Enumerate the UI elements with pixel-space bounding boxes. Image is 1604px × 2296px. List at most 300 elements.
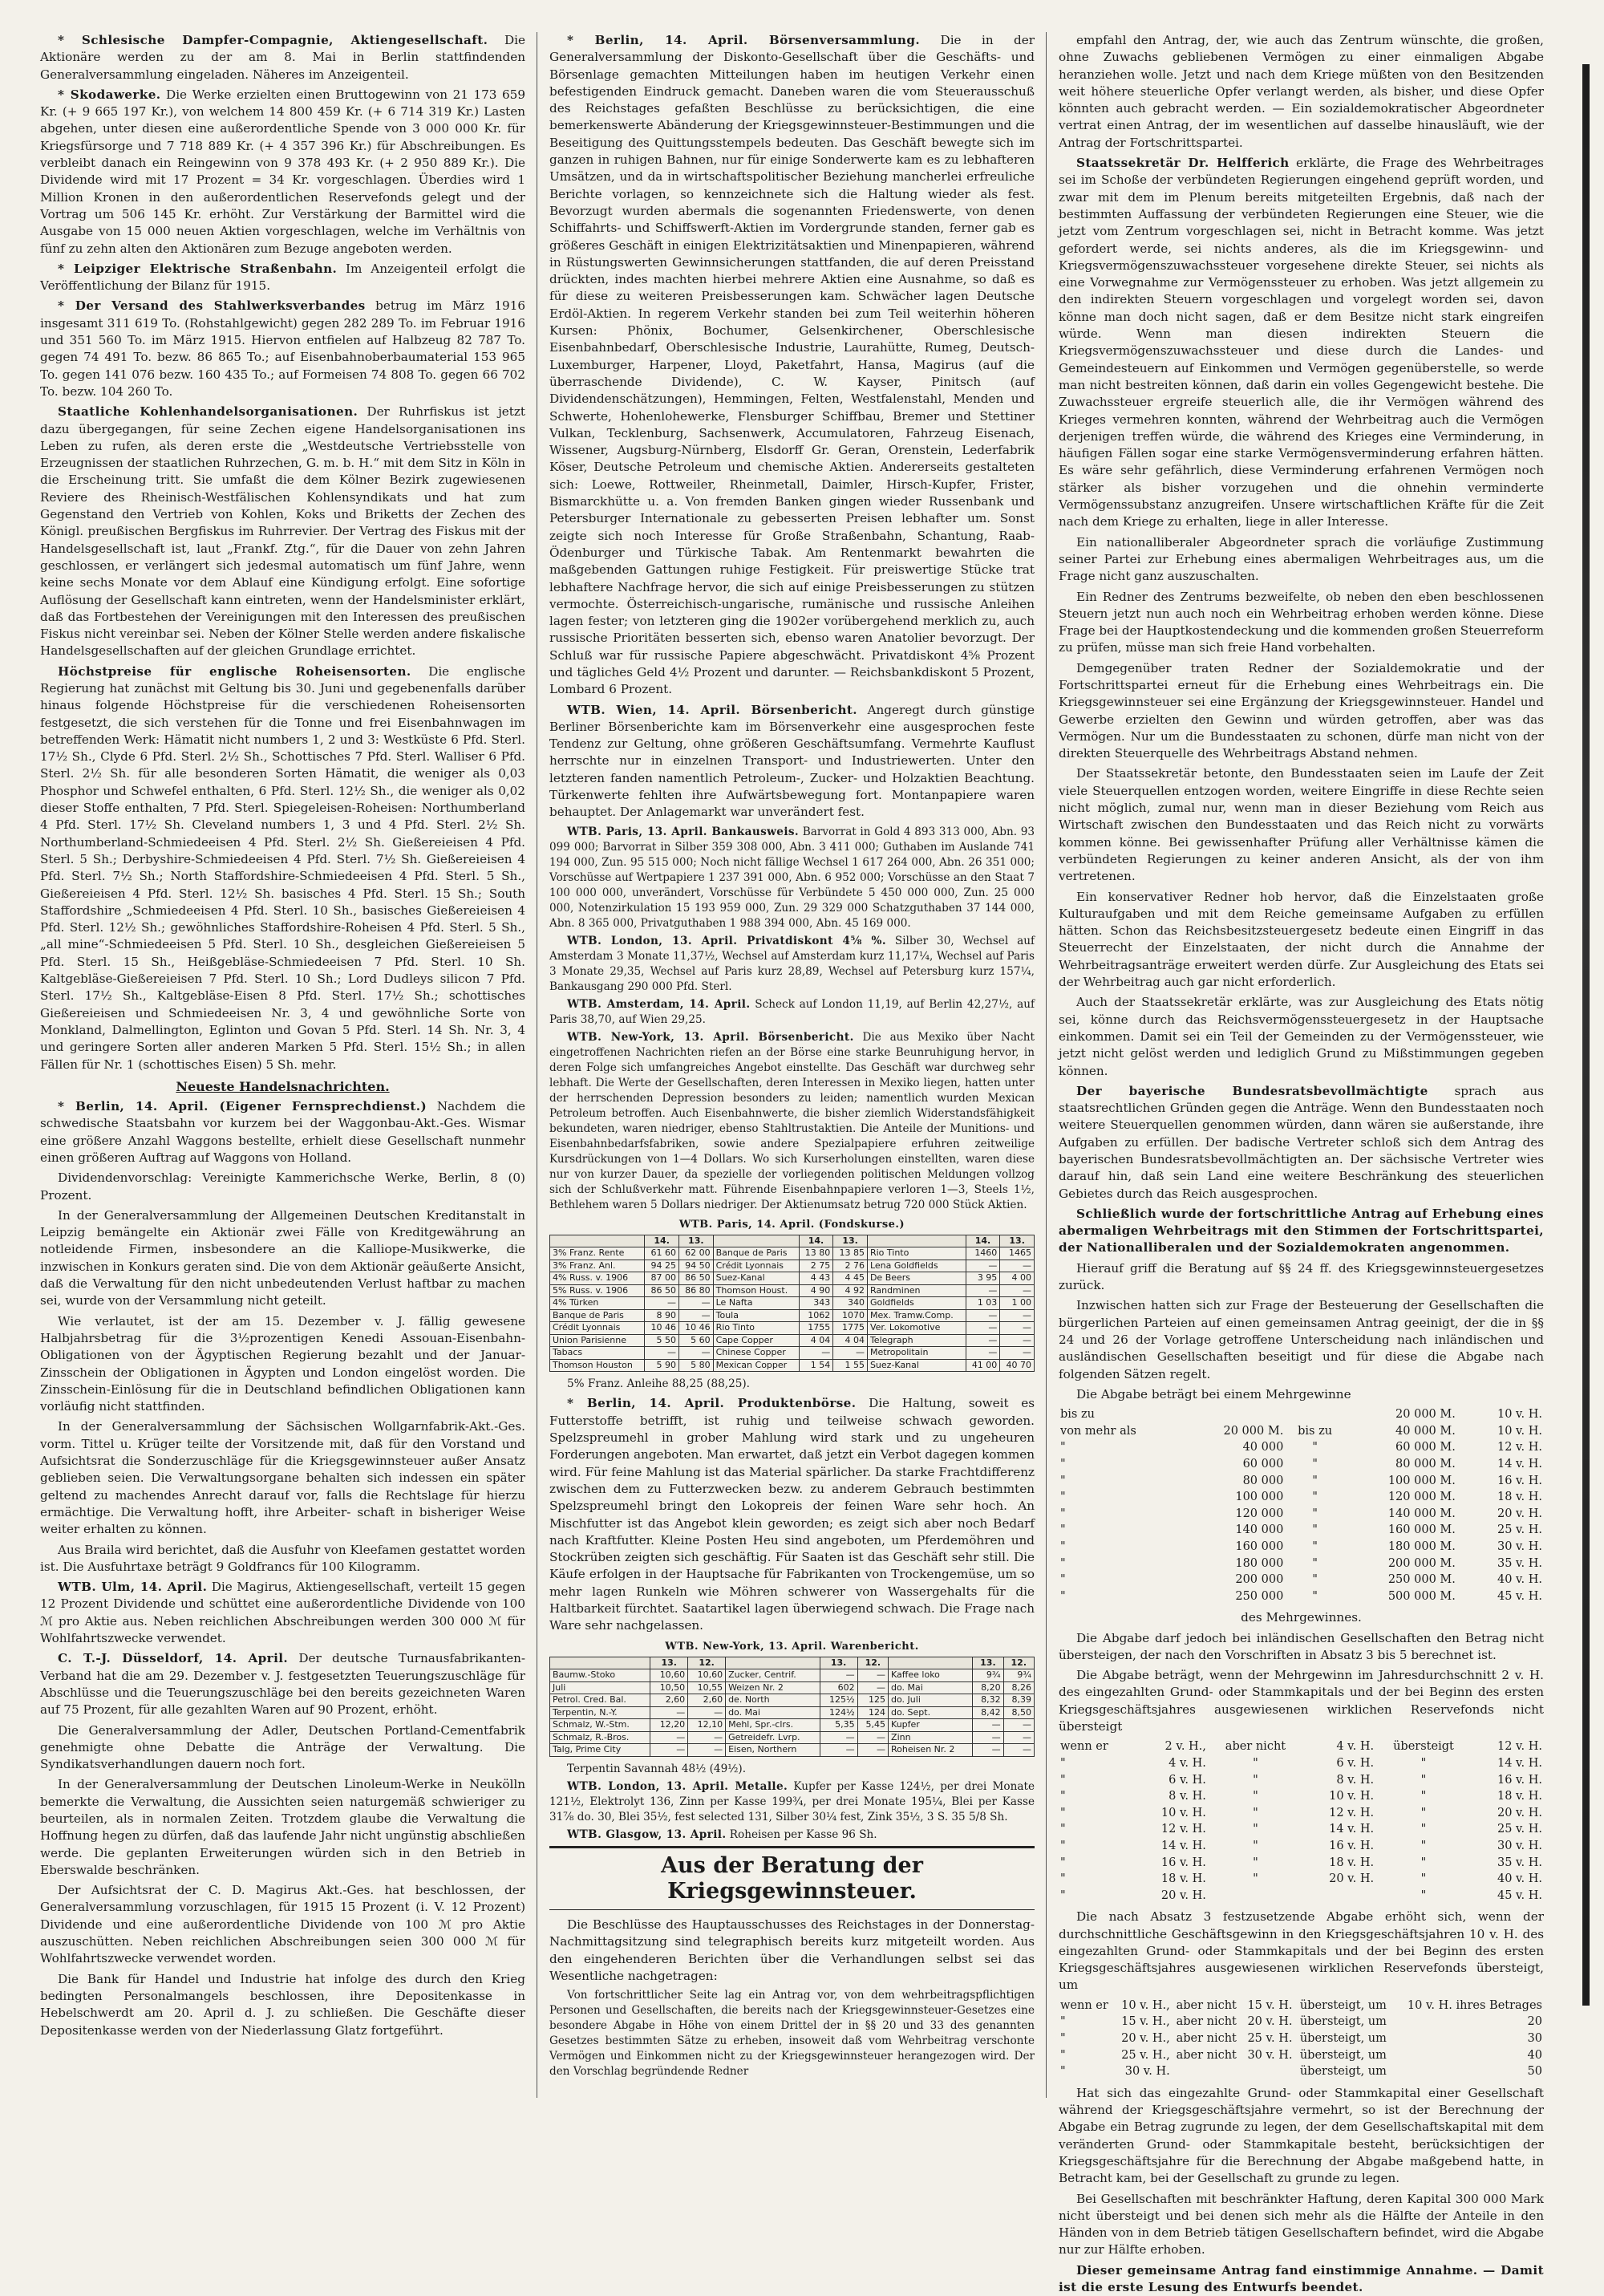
table-cell: — — [966, 1322, 1000, 1335]
table-note: Terpentin Savannah 48½ (49½). — [567, 1762, 747, 1775]
table-cell: Metropolitain — [867, 1347, 966, 1360]
table-cell: " — [1420, 1790, 1427, 1803]
table-cell: — — [966, 1260, 1000, 1272]
table-cell: 10,60 — [688, 1669, 726, 1682]
table-cell: 20 v. H. — [1497, 1507, 1542, 1520]
table-cell: 20 000 M. — [1395, 1408, 1456, 1422]
table-cell: " — [1312, 1457, 1318, 1470]
table-header-row — [550, 1657, 1035, 1669]
article-produktenboerse: * Berlin, 14. April. Produktenbörse. Die Haltung, soweit es Futterstoffe betrifft, ist ruhig und teilweise schwach geworden. Spelzspreumehl in grober Mahlung wird stark und zu ungeheuren Forderungen angeboten. Man erwartet, daß jetzt ein Verbot dagegen kommen wird. Für feine Mahlung ist das Material spärlicher. Da starke Frachtdifferenz zwischen dem zu Futterzwecken bezw. zu anderem Gebrauch bestimmten Spelzspreumehl bringt den Lokopreis der feinen Ware sehr hoch. An Mischfutter ist das Angebot klein geworden; es zeigt sich aber noch Bedarf nach Kraftfutter. Kleine Posten Heu sind angeboten, um Pferdemöhren und Stockrüben zeigten sich geschäftig. Für Saaten ist das Geschäft sehr still. Die Käufe erfolgen in der Hauptsache für Fabrikanten von Trockengemüse, um so mehr lagen Runkeln wie Möhren schwerer von Wassergehalts für die Haltbarkeit fürchtet. Saatartikel lagen überwiegend schwach. Die Frage nach Ware sehr nachgelassen. — [549, 1396, 1035, 1633]
table-cell: 40 000 — [1242, 1441, 1284, 1454]
table-cell: " — [1060, 1457, 1066, 1470]
table-header-cell: 14. — [645, 1235, 679, 1247]
table-cell: Schmalz, W.-Stm. — [550, 1719, 650, 1732]
table-cell: 2,60 — [688, 1694, 726, 1707]
table-cell: 35 v. H. — [1497, 1856, 1542, 1869]
table-row — [550, 1284, 1035, 1297]
table-cell: — — [1000, 1284, 1035, 1297]
news-item: In der Generalversammlung der Sächsischen Wollgarnfabrik-Akt.-Ges. vorm. Tittel u. Krüger teilte der Vorsitzende mit, daß für den Vorstand und Aufsichtsrat die Sonderzuschläge für die Kriegsgewinnsteuer außer Ansatz geblieben seien. Die Verwaltungsorgane behalten sich indessen ein später geltend zu machendes Anrecht darauf vor, falls die Rechtslage für hierzu ermächtige. Die Verwaltung hofft, ihre Arbeiter- schaft in bisheriger Weise weiter erhalten zu können. — [40, 1419, 525, 1537]
table-cell: 14 v. H. — [1497, 1756, 1542, 1770]
table-cell: 8,32 — [973, 1694, 1003, 1707]
article-paris-bankausweis: WTB. Paris, 13. April. Bankausweis. Barvorrat in Gold 4 893 313 000, Abn. 93 099 000; Barvorrat in Silber 359 308 000, Abn. 3 411 000; Guthaben im Auslande 741 194 000, Zun. 95 515 000; Noch nicht fällige Wechsel 1 617 264 000, Abn. 26 351 000; Vorschüsse auf Wertpapiere 1 237 391 000, Abn. 6 952 000; Vorschüsse an den Staat 7 100 000 000, unverändert, Vorschüsse für Verbündete 5 450 000 000, Zun. 25 000 000, Notenzirkulation 15 193 959 000, Zun. 29 329 000 Schatzguthaben 37 144 000, Abn. 8 365 000, Privatguthaben 1 988 394 000, Abn. 45 169 000. — [549, 825, 1035, 930]
table-cell: — — [678, 1309, 713, 1322]
table-cell: 100 000 — [1235, 1491, 1284, 1504]
table-cell: aber nicht — [1225, 1740, 1286, 1754]
paragraph: Schließlich wurde der fortschrittliche Antrag auf Erhebung eines abermaligen Wehrbeitrags mit den Stimmen der Fortschrittspartei, der Nationalliberalen und der Sozialdemokraten angenommen. — [1059, 1206, 1544, 1255]
table-cell: Baumw.-Stoko — [550, 1669, 650, 1682]
table-cell: 50 — [1527, 2065, 1542, 2079]
table-header-cell — [867, 1235, 966, 1247]
paragraph: Inzwischen hatten sich zur Frage der Besteuerung der Gesellschaften die bürgerlichen Parteien auf einen gemeinsamen Antrag geeinigt, der die in §§ 24 und 26 der Vorlage getroffene Unterscheidung nach inländischen und ausländischen Gesellschaften beseitigt und für diese die Abgabe nach folgenden Sätzen regelt. — [1059, 1298, 1544, 1381]
table-cell: 1 03 — [966, 1297, 1000, 1310]
table-cell: Petrol. Cred. Bal. — [550, 1694, 650, 1707]
table-header-cell: 12. — [857, 1657, 888, 1669]
table-row — [550, 1744, 1035, 1757]
table-header-cell: 12. — [688, 1657, 726, 1669]
table-cell: do. Sept. — [889, 1706, 973, 1719]
table-cell: 5 50 — [645, 1334, 679, 1347]
table-cell: — — [820, 1744, 857, 1757]
table-row — [550, 1359, 1035, 1372]
table-header-cell: 12. — [1003, 1657, 1034, 1669]
table-cell: 1 55 — [833, 1359, 868, 1372]
table-row — [550, 1260, 1035, 1272]
table-row — [1059, 2014, 1544, 2030]
table-cell: 12 v. H. — [1329, 1806, 1375, 1819]
table-cell: — — [1003, 1731, 1034, 1744]
table-cell: " — [1253, 1806, 1258, 1819]
table-cell: 1460 — [966, 1247, 1000, 1260]
table-cell: — — [973, 1719, 1003, 1732]
table-row — [1059, 1855, 1544, 1872]
paragraph: Der Staatssekretär betonte, den Bundesstaaten seien im Laufe der Zeit viele Steuerquellen entzogen worden, weitere Eingriffe in diese Rechte seien nicht möglich, zumal nur, wenn man in dieser Beziehung vom Reich aus Wirtschaft zwischen den Bundesstaaten und das Reich nicht zu vorwärts kommen könne. Bei gewissenhafter Prüfung aller Verhältnisse kämen die verbündeten Regierungen zu keiner anderen Ansicht, als der von ihm vertretenen. — [1059, 766, 1544, 884]
paragraph: Auch der Staatssekretär erklärte, was zur Ausgleichung des Etats nötig sei, könne durch das Reichsvermögenssteuergesetz in der Hauptsache einkommen. Damit sei ein Teil der Gemeinden zu der Vermögenssteuer, wie jetzt nicht gelöst werden und lediglich Grund zu Mißstimmungen gegeben können. — [1059, 995, 1544, 1078]
table-cell: 10 v. H. — [1497, 1408, 1542, 1422]
table-cell: — — [973, 1731, 1003, 1744]
table-cell: übersteigt, um — [1299, 2031, 1387, 2045]
table-cell: " — [1060, 2065, 1066, 2079]
table-cell: 35 v. H. — [1497, 1556, 1542, 1570]
table-cell: " — [1420, 1872, 1427, 1886]
table-row — [1059, 1506, 1544, 1523]
paragraph: Dieser gemeinsame Antrag fand einstimmige Annahme. — Damit ist die erste Lesung des Entwurfs beendet. — [1059, 2262, 1544, 2295]
table-cell: " — [1312, 1523, 1318, 1537]
table-cell — [1208, 1888, 1303, 1905]
table-header-cell — [726, 1657, 820, 1669]
table-cell: 2,60 — [650, 1694, 688, 1707]
table-cell: — — [678, 1297, 713, 1310]
table-cell: " — [1060, 2048, 1066, 2062]
table-cell: 94 50 — [678, 1260, 713, 1272]
table-cell: do. Juli — [889, 1694, 973, 1707]
table-cell: Zucker, Centrif. — [726, 1669, 820, 1682]
table-cell — [1285, 1406, 1345, 1423]
table-cell: " — [1060, 1806, 1066, 1819]
table-cell: do. Mai — [889, 1681, 973, 1694]
table-cell: 40 — [1527, 2048, 1542, 2062]
table-cell: — — [688, 1744, 726, 1757]
table-row — [550, 1272, 1035, 1285]
news-item: In der Generalversammlung der Deutschen Linoleum-Werke in Neukölln bemerkte die Verwaltung, die Aussichten seien naturgemäß schwieriger zu beurteilen, als in normalen Zeiten. Trotzdem glaube die Verwaltung die Hoffnung hegen zu dürfen, daß das laufende Jahr nicht ungünstig abschließen werde. Die geplanten Erweiterungen würden sich in den Betrieb in Eberswalde beschränken. — [40, 1777, 525, 1877]
table-row — [1059, 1473, 1544, 1490]
table-cell: 20 v. H. — [1329, 1872, 1375, 1886]
table-cell: Suez-Kanal — [867, 1359, 966, 1372]
table-cell: 8,20 — [973, 1681, 1003, 1694]
table-cell: 5% Russ. v. 1906 — [550, 1284, 645, 1297]
news-item: Dividendenvorschlag: Vereinigte Kammerichsche Werke, Berlin, 8 (0) Prozent. — [40, 1170, 525, 1203]
table-cell: — — [650, 1731, 688, 1744]
table-cell: 20 v. H. — [1497, 1806, 1542, 1819]
article-amsterdam: WTB. Amsterdam, 14. April. Scheck auf London 11,19, auf Berlin 42,27½, auf Paris 38,70, auf Wien 29,25. — [549, 997, 1035, 1026]
table-cell: 86 50 — [678, 1272, 713, 1285]
table-cell: — — [966, 1309, 1000, 1322]
table-cell: 25 v. H. — [1497, 1523, 1542, 1537]
article-glasgow: WTB. Glasgow, 13. April. Roheisen per Kasse 96 Sh. — [567, 1827, 877, 1841]
table-cell: " — [1060, 1872, 1066, 1886]
paragraph: Der bayerische Bundesratsbevollmächtigte sprach aus staatsrechtlichen Gründen gegen die Anträge. Wenn den Bundesstaaten noch weitere Steuerquellen genommen würden, dann wären sie außerstande, ihre Aufgaben zu erfüllen. Der badische Vertreter schloß sich dem Antrag des bayerischen Bundesratsbevollmächtigten an. Der sächsische Vertreter wies darauf hin, daß sein Land eine weitere Beschränkung des steuerlichen Gebietes durch das Reich ausgesprochen. — [1059, 1083, 1544, 1201]
table-cell: aber nicht — [1176, 2015, 1237, 2029]
newyork-table-title: WTB. New-York, 13. April. Warenbericht. — [665, 1640, 919, 1653]
table-cell: — — [857, 1744, 888, 1757]
table-row — [1059, 1788, 1544, 1805]
table-cell: " — [1312, 1556, 1318, 1570]
news-item: Wie verlautet, ist der am 15. Dezember v. J. fällig gewesene Halbjahrsbetrag für die 3½prozentigen Kenedi Assouan-Eisenbahn-Obligationen von der Ägyptischen Regierung bezahlt und der Januar-Zinsschein der Obligationen in Ägypten und London eingelöst worden. Die Zinsschein-Einlösung für die in Deutschland befindlichen Obligationen kann vorläufig nicht stattfinden. — [40, 1313, 525, 1414]
table-cell: 14 v. H. — [1160, 1839, 1206, 1852]
table-cell: 12 v. H. — [1160, 1823, 1206, 1836]
table-cell: — — [1000, 1309, 1035, 1322]
table-cell: 20 v. H. — [1247, 2015, 1293, 2029]
table-cell: 8,26 — [1003, 1681, 1034, 1694]
table-row — [1059, 1888, 1544, 1905]
table-cell: 1062 — [799, 1309, 833, 1322]
table-row — [1059, 1998, 1544, 2014]
table-cell: " — [1253, 1856, 1258, 1869]
table-row — [1059, 1539, 1544, 1556]
table-cell: 10 46 — [678, 1322, 713, 1335]
table-cell: 16 v. H. — [1329, 1839, 1375, 1852]
table-cell: 6 v. H. — [1336, 1756, 1375, 1770]
table-cell: " — [1312, 1539, 1318, 1553]
table-cell: 14 v. H. — [1497, 1457, 1542, 1470]
table-cell: Rio Tinto — [867, 1247, 966, 1260]
table-cell: 16 v. H. — [1160, 1856, 1206, 1869]
table-cell: 30 — [1527, 2031, 1542, 2045]
table-cell: Banque de Paris — [550, 1309, 645, 1322]
table-cell: — — [833, 1347, 868, 1360]
table-cell: 140 000 M. — [1387, 1507, 1456, 1520]
table-cell: " — [1420, 1773, 1427, 1787]
table-cell: 3% Franz. Anl. — [550, 1260, 645, 1272]
table-cell: " — [1060, 1823, 1066, 1836]
table-cell: " — [1060, 1507, 1066, 1520]
table-row — [550, 1309, 1035, 1322]
paragraph: Ein konservativer Redner hob hervor, daß die Einzelstaaten große Kulturaufgaben und mit dem Reiche gemeinsame Aufgaben zu erfüllen hätten. Schon das Reichsbesitzsteuergesetz bedeute einen Eingriff in das Steuerrecht der Einzelstaaten, der nicht durch die Annahme der Wehrbeitragsanträge erweitert werden dürfe. Zur Ausgleichung des Etats sei der Wehrbeitrag auch gar nicht erforderlich. — [1059, 889, 1544, 990]
table-cell: 602 — [820, 1681, 857, 1694]
table-cell: 10,60 — [650, 1669, 688, 1682]
table-cell: 40 000 M. — [1395, 1424, 1456, 1438]
table-cell: " — [1420, 1839, 1427, 1852]
table-cell: von mehr als — [1060, 1424, 1136, 1438]
tax-rate-table — [1059, 1738, 1544, 1904]
table-cell: 4 90 — [799, 1284, 833, 1297]
table-row — [550, 1731, 1035, 1744]
table-cell: 15 v. H., — [1121, 2015, 1170, 2029]
table-cell: 160 000 M. — [1387, 1523, 1456, 1537]
table-cell: Zinn — [889, 1731, 973, 1744]
table-cell: 160 000 — [1235, 1539, 1284, 1553]
table-cell: 20 — [1527, 2015, 1542, 2029]
table-cell: 120 000 M. — [1387, 1491, 1456, 1504]
news-item: Die Generalversammlung der Adler, Deutschen Portland-Cementfabrik genehmigte ohne Debatte die Anträge der Verwaltung. Die Syndikatsverhandlungen dauern noch fort. — [40, 1722, 525, 1772]
table-header-cell: 13. — [678, 1235, 713, 1247]
table-cell: 60 000 M. — [1395, 1441, 1456, 1454]
paris-table-title: WTB. Paris, 14. April. (Fondskurse.) — [678, 1218, 905, 1231]
table-cell: 5 60 — [678, 1334, 713, 1347]
table-cell: " — [1253, 1756, 1258, 1770]
table-cell: " — [1312, 1474, 1318, 1487]
table-row — [1059, 1406, 1544, 1423]
table-cell: 62 00 — [678, 1247, 713, 1260]
table-cell: 4 92 — [833, 1284, 868, 1297]
table-cell: " — [1253, 1823, 1258, 1836]
table-cell: 6 v. H. — [1169, 1773, 1206, 1787]
table-row — [550, 1334, 1035, 1347]
table-cell: übersteigt — [1393, 1740, 1454, 1754]
table-cell: 4 00 — [1000, 1272, 1035, 1285]
table-cell: 40 v. H. — [1497, 1872, 1542, 1886]
table-cell: Getreidefr. Lvrp. — [726, 1731, 820, 1744]
table-cell: Suez-Kanal — [713, 1272, 799, 1285]
table-cell: aber nicht — [1176, 2031, 1237, 2045]
table-header-cell — [889, 1657, 973, 1669]
paragraph: Ein nationalliberaler Abgeordneter sprach die vorläufige Zustimmung seiner Partei zur Erhebung eines abermaligen Wehrbeitrages aus, um die Frage nicht ganz auszuschalten. — [1059, 534, 1544, 584]
table-cell: übersteigt, um — [1299, 1998, 1387, 2012]
table-cell: 4 04 — [833, 1334, 868, 1347]
table-cell: 16 v. H. — [1497, 1773, 1542, 1787]
paragraph: empfahl den Antrag, der, wie auch das Zentrum wünschte, die großen, ohne Zuwachs gebliebenen Vermögen zu einer einmaligen Abgabe heranziehen wolle. Jetzt und nach dem Kriege müßten von den Besitzenden weit höhere steuerliche Opfer verlangt werden, als bisher, und diese Opfer könnten auch gebracht werden. — Ein sozialdemokratischer Abgeordneter vertrat einen Antrag, der im wesentlichen auf dasselbe hinausläuft, wie der Antrag der Fortschrittspartei. — [1059, 33, 1544, 150]
table-cell: " — [1420, 1756, 1427, 1770]
table-row — [1059, 1423, 1544, 1440]
table-cell: 1775 — [833, 1322, 868, 1335]
table-cell: " — [1253, 1790, 1258, 1803]
table-cell: — — [1000, 1347, 1035, 1360]
table-note: 5% Franz. Anleihe 88,25 (88,25). — [567, 1377, 750, 1391]
table-cell: 10 v. H. ihres Betrages — [1407, 1998, 1542, 2012]
table-cell: 8 90 — [645, 1309, 679, 1322]
table-cell: 18 v. H. — [1497, 1790, 1542, 1803]
table-cell: " — [1060, 1790, 1066, 1803]
table-cell: aber nicht — [1176, 2048, 1237, 2062]
table-cell: 80 000 M. — [1395, 1457, 1456, 1470]
table-cell: 4 43 — [799, 1272, 833, 1285]
table-cell: Kupfer — [889, 1719, 973, 1732]
table-cell: 45 v. H. — [1497, 1888, 1542, 1902]
column-middle — [549, 32, 1035, 2102]
table-cell: 45 v. H. — [1497, 1589, 1542, 1603]
table-cell: übersteigt, um — [1299, 2065, 1387, 2079]
table-row — [1059, 2047, 1544, 2064]
table-cell: 10,55 — [688, 1681, 726, 1694]
table-cell: 10 v. H. — [1160, 1806, 1206, 1819]
table-cell: " — [1060, 1491, 1066, 1504]
table-cell: " — [1060, 1474, 1066, 1487]
table-cell: 41 00 — [966, 1359, 1000, 1372]
table-cell: — — [650, 1744, 688, 1757]
table-cell: Mehl, Spr.-clrs. — [726, 1719, 820, 1732]
table-cell: 8 v. H. — [1336, 1773, 1375, 1787]
table-cell: " — [1253, 1839, 1258, 1852]
table-cell: — — [857, 1669, 888, 1682]
section-heading-handelsnachrichten: Neueste Handelsnachrichten. — [176, 1078, 390, 1094]
table-cell: " — [1060, 1441, 1066, 1454]
paragraph: Die Abgabe darf jedoch bei inländischen Gesellschaften den Betrag nicht übersteigen, der nach den Vorschriften in Absatz 3 bis 5 berechnet ist. — [1059, 1630, 1544, 1662]
paragraph: Staatssekretär Dr. Helfferich erklärte, die Frage des Wehrbeitrages sei im Schoße der verbündeten Regierungen eingehend geprüft worden, und zwar mit dem im Plenum bereits mitgeteilten Ergebnis, daß nach der bestimmten Auffassung der verbündeten Regierungen eine Steuer, wie die jetzt vom Zentrum vorgeschlagen sei, nicht in Betracht komme. Was jetzt gefordert werde, sei nichts anderes, als die im Kriegsgewinn- und Kriegsvermögenszuwachssteuer vorgesehene direkte Steuer, sei nichts als eine Vorwegnahme zur Vermögenssteuer zu erhoben. Was jetzt allgemein zu den indirekten Steuern vorgeschlagen und vorgelegt worden sei, davon könne man doch nicht sagen, daß er dem Besitze nicht stark eingreifen würde. Wenn man diesen indirekten Steuern die Kriegsvermögenszuwachssteuer und diese durch die Landes- und Gemeindesteuern auf Einkommen und Vermögen gegenüberstelle, so werde man nicht bestreiten können, daß darin ein volles Gegengewicht bestehe. Die Zuwachssteuer ergreife steuerlich alle, die ihr Vermögen während des Krieges vermehren konnten, während der Wehrbeitrag auch die Vermögen derjenigen treffen würde, die während des Krieges eine Verminderung, in häufigen Fällen sogar eine starke Vermögensverminderung erfahren hätten. Es wäre sehr gefährlich, diese Verminderung erfahrenen Vermögen noch stärker als bisher vorzugehen und die ohnehin verminderte Vermögenssubstanz anzugreifen. Unsere wirtschaftlichen Kräfte für die Zeit nach dem Kriege zu erhalten, liege in aller Interesse. — [1059, 156, 1544, 529]
table-row — [1059, 1871, 1544, 1888]
table-cell: übersteigt, um — [1299, 2048, 1387, 2062]
paragraph: Die Beschlüsse des Hauptausschusses des Reichstages in der Donnerstag-Nachmittagsitzung sind telegraphisch bereits kurz mitgeteilt worden. Aus den eingehenderen Berichten über die Verhandlungen selbst sei das Wesentliche nachgetragen: — [549, 1917, 1035, 1983]
table-cell: 12 v. H. — [1497, 1740, 1542, 1754]
table-cell: Schmalz, R.-Bros. — [550, 1731, 650, 1744]
table-cell: 9¾ — [1003, 1669, 1034, 1682]
article-kohlenhandel: Staatliche Kohlenhandelsorganisationen. Der Ruhrfiskus ist jetzt dazu übergegangen, für seine Zechen eigene Handelsorganisationen ins Leben zu rufen, als deren erste die „Westdeutsche Vertriebsstelle von Erzeugnissen der staatlichen Ruhrzechen, G. m. b. H.“ mit dem Sitz in Köln in die Erscheinung tritt. Sie umfaßt die dem Kölner Bezirk zugewiesenen Reviere des Rheinisch-Westfälischen Kohlensyndikats und hat zum Gegenstand den Vertrieb von Kohlen, Koks und Briketts der Zechen des Königl. preußischen Bergfiskus im Ruhrrevier. Der Vertrag des Fiskus mit der Handelsgesellschaft ist, laut „Frankf. Ztg.“, für die Dauer von zehn Jahren geschlossen, er verlängert sich jedesmal automatisch um fünf Jahre, wenn keine sechs Monate vor dem Ablauf eine Kündigung erfolgt. Eine sofortige Auflösung der Gesellschaft kann eintreten, wenn der Handelsminister erklärt, daß das Fortbestehen der Vereinigungen mit den Interessen des preußischen Fiskus nicht vereinbar sei. Neben der Kölner Stelle werden andere fiskalische Handelsgesellschaften auf der gleichen Grundlage errichtet. — [40, 404, 525, 659]
table-cell: 3% Franz. Rente — [550, 1247, 645, 1260]
table-cell: de. North — [726, 1694, 820, 1707]
table-cell: 30 v. H. — [1247, 2048, 1293, 2062]
table-cell: " — [1060, 1523, 1066, 1537]
table-cell: 18 v. H. — [1329, 1856, 1375, 1869]
table-cell: 120 000 — [1235, 1507, 1284, 1520]
table-cell: wenn er — [1060, 1740, 1108, 1754]
table-cell: bis zu — [1298, 1424, 1333, 1438]
table-header-cell: 13. — [1000, 1235, 1035, 1247]
table-cell: 140 000 — [1235, 1523, 1284, 1537]
table-cell: 1 00 — [1000, 1297, 1035, 1310]
table-cell: Union Parisienne — [550, 1334, 645, 1347]
table-cell: " — [1253, 1773, 1258, 1787]
table-cell: 200 000 — [1235, 1573, 1284, 1587]
table-cell — [1172, 2063, 1241, 2080]
table-cell: 40 70 — [1000, 1359, 1035, 1372]
table-cell: 4 04 — [799, 1334, 833, 1347]
table-cell: wenn er — [1060, 1998, 1108, 2012]
table-row — [550, 1322, 1035, 1335]
table-cell: 180 000 M. — [1387, 1539, 1456, 1553]
article-london-diskont: WTB. London, 13. April. Privatdiskont 4⅝ %. Silber 30, Wechsel auf Amsterdam 3 Monate 11,37½, Wechsel auf Amsterdam kurz 11,17¼, Wechsel auf Paris 3 Monate 29,35, Wechsel auf Paris kurz 28,89, Wechsel auf Petersburg kurz 157¼, Bankausgang 290 000 Pfd. Sterl. — [549, 934, 1035, 993]
paragraph: Die Abgabe beträgt bei einem Mehrgewinne — [1076, 1386, 1351, 1402]
table-cell: 5 90 — [645, 1359, 679, 1372]
table-cell: — — [966, 1334, 1000, 1347]
table-row — [550, 1669, 1035, 1682]
column-left — [40, 32, 525, 2102]
article-boersenversammlung: * Berlin, 14. April. Börsenversammlung. Die in der Generalversammlung der Diskonto-Gesellschaft über die Geschäfts- und Börsenlage gemachten Mitteilungen haben im heutigen Verkehr einen befestigenden Eindruck gemacht. Daneben waren die vom Steuerausschuß des Reichstages gefaßten Beschlüsse zu berücksichtigen, die eine bemerkenswerte Abänderung der Kriegsgewinnsteuer-Bestimmungen und die Beseitigung des Quittungsstempels bedeuten. Das Geschäft bewegte sich im ganzen in ruhigen Bahnen, nur für einige Sonderwerte kam es zu lebhafteren Umsätzen, und da in wirtschaftspolitischer Beziehung mancherlei erfreuliche Berichte vorlagen, so kennzeichnete sich die Haltung wieder als fest. Bevorzugt wurden abermals die sogenannten Friedenswerte, von denen Schiffahrts- und Schiffswerft-Aktien im Vordergrunde standen, ferner gab es größeres Geschäft in einigen Elektrizitätsaktien und Minenpapieren, während in Rüstungswerten Gewinnsicherungen stattfanden, die auf deren Preisstand drückten, indes machten hierbei mehrere Aktien eine Ausnahme, so daß es für diese zu weiteren Preisbesserungen kam. Schwächer lagen Deutsche Erdöl-Aktien. In regerem Verkehr standen bei zum Teil weiterhin höheren Kursen: Phönix, Bochumer, Gelsenkirchener, Oberschlesische Eisenbahnbedarf, Oberschlesische Industrie, Laurahütte, Rumeg, Deutsch-Luxemburger, Harpener, Lloyd, Paketfahrt, Hansa, Magirus (auf die überraschende Dividende), C. W. Kayser, Pinitsch (auf Dividendenschätzungen), Hemmingen, Felten, Westfalenstahl, Menden und Schwerte, Hohenlohewerke, Flensburger Schiffbau, Bremer und Stettiner Vulkan, Tecklenburg, Sachsenwerk, Accumulatoren, Fahrzeug Eisenach, Wissener, Augsburg-Nürnberg, Elsdorff Gr. Geran, Orenstein, Lederfabrik Köser, Deutsche Petroleum und chemische Aktien. Andererseits gestalteten sich: Loewe, Rottweiler, Rheinmetall, Daimler, Hirsch-Kupfer, Frister, Bismarckhütte u. a. Von fremden Banken gingen wieder Russenbank und Petersburger Internationale zu gebesserten Preisen lebhafter um. Sonst zeigte sich noch Interesse für Große Straßenbahn, Schantung, Raab-Ödenburger und Türkische Tabak. Am Rentenmarkt bewahrten die maßgebenden Gattungen ruhige Festigkeit. Für preiswertige Stücke trat lebhaftere Nachfrage hervor, die sich auf einige Preisbesserungen zu stützen vermochte. Österreichisch-ungarische, rumänische und russische Anleihen lagen fester; von letzteren ging die 1902er vorübergehend merklich zu, auch russische Prioritäten besserten sich, ebenso waren Anatolier bevorzugt. Der Schluß war für russische Papiere abgeschwächt. Privatdiskont 4⅝ Prozent und tägliches Geld 4½ Prozent und darunter. — Reichsbankdiskont 5 Prozent, Lombard 6 Prozent. — [549, 33, 1035, 697]
table-cell: 18 v. H. — [1497, 1491, 1542, 1504]
table-cell: — — [645, 1347, 679, 1360]
news-item: In der Generalversammlung der Allgemeinen Deutschen Kreditanstalt in Leipzig bemängelte ein Aktionär zwei Fälle von Kreditgewährung an notleidende Firmen, insbesondere an die Kalliope-Musikwerke, die inzwischen in Konkurs geraten sind. Die von dem Aktionär geäußerte Ansicht, daß die Verwaltung für den nicht unbedeutenden Verlust haftbar zu machen sei, wurde von der Versammlung nicht geteilt. — [40, 1207, 525, 1308]
table-cell: Banque de Paris — [713, 1247, 799, 1260]
table-row — [1059, 1439, 1544, 1456]
table-cell: " — [1420, 1823, 1427, 1836]
table-cell: " — [1420, 1856, 1427, 1869]
table-cell: Roheisen Nr. 2 — [889, 1744, 973, 1757]
table-cell: Terpentin, N.-Y. — [550, 1706, 650, 1719]
table-cell: — — [688, 1731, 726, 1744]
table-cell: 2 76 — [833, 1260, 868, 1272]
table-cell: " — [1060, 1756, 1066, 1770]
table-row — [1059, 1821, 1544, 1838]
table-cell: 10 v. H. — [1497, 1424, 1542, 1438]
table-row — [550, 1297, 1035, 1310]
table-row — [1059, 1556, 1544, 1572]
table-cell: — — [820, 1669, 857, 1682]
table-cell: — — [857, 1681, 888, 1694]
table-cell: " — [1060, 1589, 1066, 1603]
table-cell: Eisen, Northern — [726, 1744, 820, 1757]
table-row — [1059, 1805, 1544, 1822]
table-cell: 4% Türken — [550, 1297, 645, 1310]
table-cell: 5,45 — [857, 1719, 888, 1732]
table-cell: 30 v. H. — [1497, 1839, 1542, 1852]
table-cell: 40 v. H. — [1497, 1573, 1542, 1587]
table-cell: 500 000 M. — [1387, 1589, 1456, 1603]
small-print-block — [549, 825, 1035, 1213]
table-cell: 124½ — [820, 1706, 857, 1719]
news-item: * Berlin, 14. April. (Eigener Fernsprechdienst.) Nachdem die schwedische Staatsbahn vor kurzem bei der Waggonbau-Akt.-Ges. Wismar eine größere Anzahl Waggons bestellte, erhielt diese Gesellschaft nunmehr einen größeren Auftrag auf Waggons von Holland. — [40, 1099, 525, 1165]
news-item: C. T.-J. Düsseldorf, 14. April. Der deutsche Turnausfabrikanten-Verband hat die am 29. Dezember v. J. festgesetzten Teuerungszuschläge für Abschlüsse und die Teuerungszuschläge bei den bereits gezeichneten Waren auf 75 Prozent, für alle gezahlten Waren auf 90 Prozent, erhöht. — [40, 1651, 525, 1718]
table-cell: 4 45 — [833, 1272, 868, 1285]
table-cell: 10 v. H., — [1121, 1998, 1170, 2012]
table-cell: Weizen Nr. 2 — [726, 1681, 820, 1694]
news-item: Aus Braila wird berichtet, daß die Ausfuhr von Kleefamen gestattet worden ist. Die Ausfuhrtaxe beträgt 9 Goldfrancs für 100 Kilogramm. — [40, 1542, 525, 1574]
table-cell: Thomson Houst. — [713, 1284, 799, 1297]
paragraph: Hat sich das eingezahlte Grund- oder Stammkapital einer Gesellschaft während der Kriegsgeschäftsjahre vermehrt, so ist der Berechnung der Abgabe ein Betrag zugrunde zu legen, der dem Gesellschaftskapital mit dem veränderten Grund- oder Stammkapitale besteht, berücksichtigen der Kriegsgeschäftsjahre für die Berechnung der Abgabe maßgebend hatte, in Betracht kam, bei der Gesellschaft zu grunde zu legen. — [1059, 2085, 1544, 2186]
table-cell: — — [678, 1347, 713, 1360]
table-row — [1059, 1838, 1544, 1855]
table-cell: " — [1312, 1507, 1318, 1520]
tax-rate-table — [1059, 1406, 1544, 1604]
article-stahlwerksverband: * Der Versand des Stahlwerksverbandes betrug im März 1916 insgesamt 311 619 To. (Rohstahlgewicht) gegen 282 289 To. im Februar 1916 und 351 560 To. im März 1915. Hiervon entfielen auf Halbzeug 82 787 To. gegen 74 491 To. bezw. 86 865 To.; auf Eisenbahnoberbaumaterial 153 965 To. gegen 141 076 bezw. 160 435 To.; auf Formeisen 74 808 To. gegen 66 702 To. bezw. 104 260 To. — [40, 298, 526, 399]
table-cell: " — [1060, 1573, 1066, 1587]
table-cell: 9¾ — [973, 1669, 1003, 1682]
paragraph: Die Abgabe beträgt, wenn der Mehrgewinn im Jahresdurchschnitt 2 v. H. des eingezahlten Grund- oder Stammkapitals und der bei Beginn des ersten Kriegsgeschäftsjahres ausgewiesenen wirklichen Reservefonds nicht übersteigt — [1059, 1668, 1544, 1734]
table-cell: 25 v. H. — [1497, 1823, 1542, 1836]
news-item: WTB. Ulm, 14. April. Die Magirus, Aktiengesellschaft, verteilt 15 gegen 12 Prozent Dividende und schüttet eine außerordentliche Dividende von 100 ℳ pro Aktie aus. Neben reichlichen Abschreibungen werden 300 000 ℳ für Wohlfahrtszwecke verwendet. — [40, 1580, 525, 1646]
table-cell: 25 v. H. — [1247, 2031, 1293, 2045]
table-cell: 14 v. H. — [1329, 1823, 1375, 1836]
table-cell: aber nicht — [1176, 1998, 1237, 2012]
table-header-cell: 13. — [973, 1657, 1003, 1669]
table-header-cell: 14. — [799, 1235, 833, 1247]
table-cell: Cape Copper — [713, 1334, 799, 1347]
table-cell: 1755 — [799, 1322, 833, 1335]
page-edge-shadow — [1582, 64, 1590, 2006]
table-cell: " — [1312, 1589, 1318, 1603]
table-row — [1059, 1572, 1544, 1588]
table-cell: Mex. Tramw.Comp. — [867, 1309, 966, 1322]
table-row — [1059, 1588, 1544, 1605]
table-cell: " — [1312, 1441, 1318, 1454]
table-cell: 86 50 — [645, 1284, 679, 1297]
table-cell: — — [966, 1284, 1000, 1297]
table-row — [1059, 1522, 1544, 1539]
table-header-cell — [550, 1235, 645, 1247]
table-cell: Ver. Lokomotive — [867, 1322, 966, 1335]
table-cell: " — [1060, 1556, 1066, 1570]
article-skodawerke: * Skodawerke. Die Werke erzielten einen Bruttogewinn von 21 173 659 Kr. (+ 9 665 197 Kr.), von welchem 14 800 459 Kr. (+ 6 714 319 Kr.) Lasten abgehen, unter diesen eine außerordentliche Spende von 3 000 000 Kr. für Kriegsfürsorge und 7 718 889 Kr. (+ 4 357 396 Kr.) für Abschreibungen. Es verbleibt danach ein Reingewinn von 9 378 493 Kr. (+ 2 950 889 Kr.). Die Dividende wird mit 17 Prozent = 34 Kr. vorgeschlagen. Überdies wird 1 Million Kronen in den außerordentlichen Reservefonds gelegt und der Vortrag um 506 145 Kr. erhöht. Zur Verstärkung der Barmittel wird die Ausgabe von 15 000 neuen Aktien vorgeschlagen, welche im Verhältnis von fünf zu zehn alten den Aktionären zum Bezuge angeboten werden. — [40, 87, 525, 256]
table-row — [550, 1347, 1035, 1360]
table-cell: 343 — [799, 1297, 833, 1310]
table-cell: 12 v. H. — [1497, 1441, 1542, 1454]
table-row — [1059, 1755, 1544, 1772]
